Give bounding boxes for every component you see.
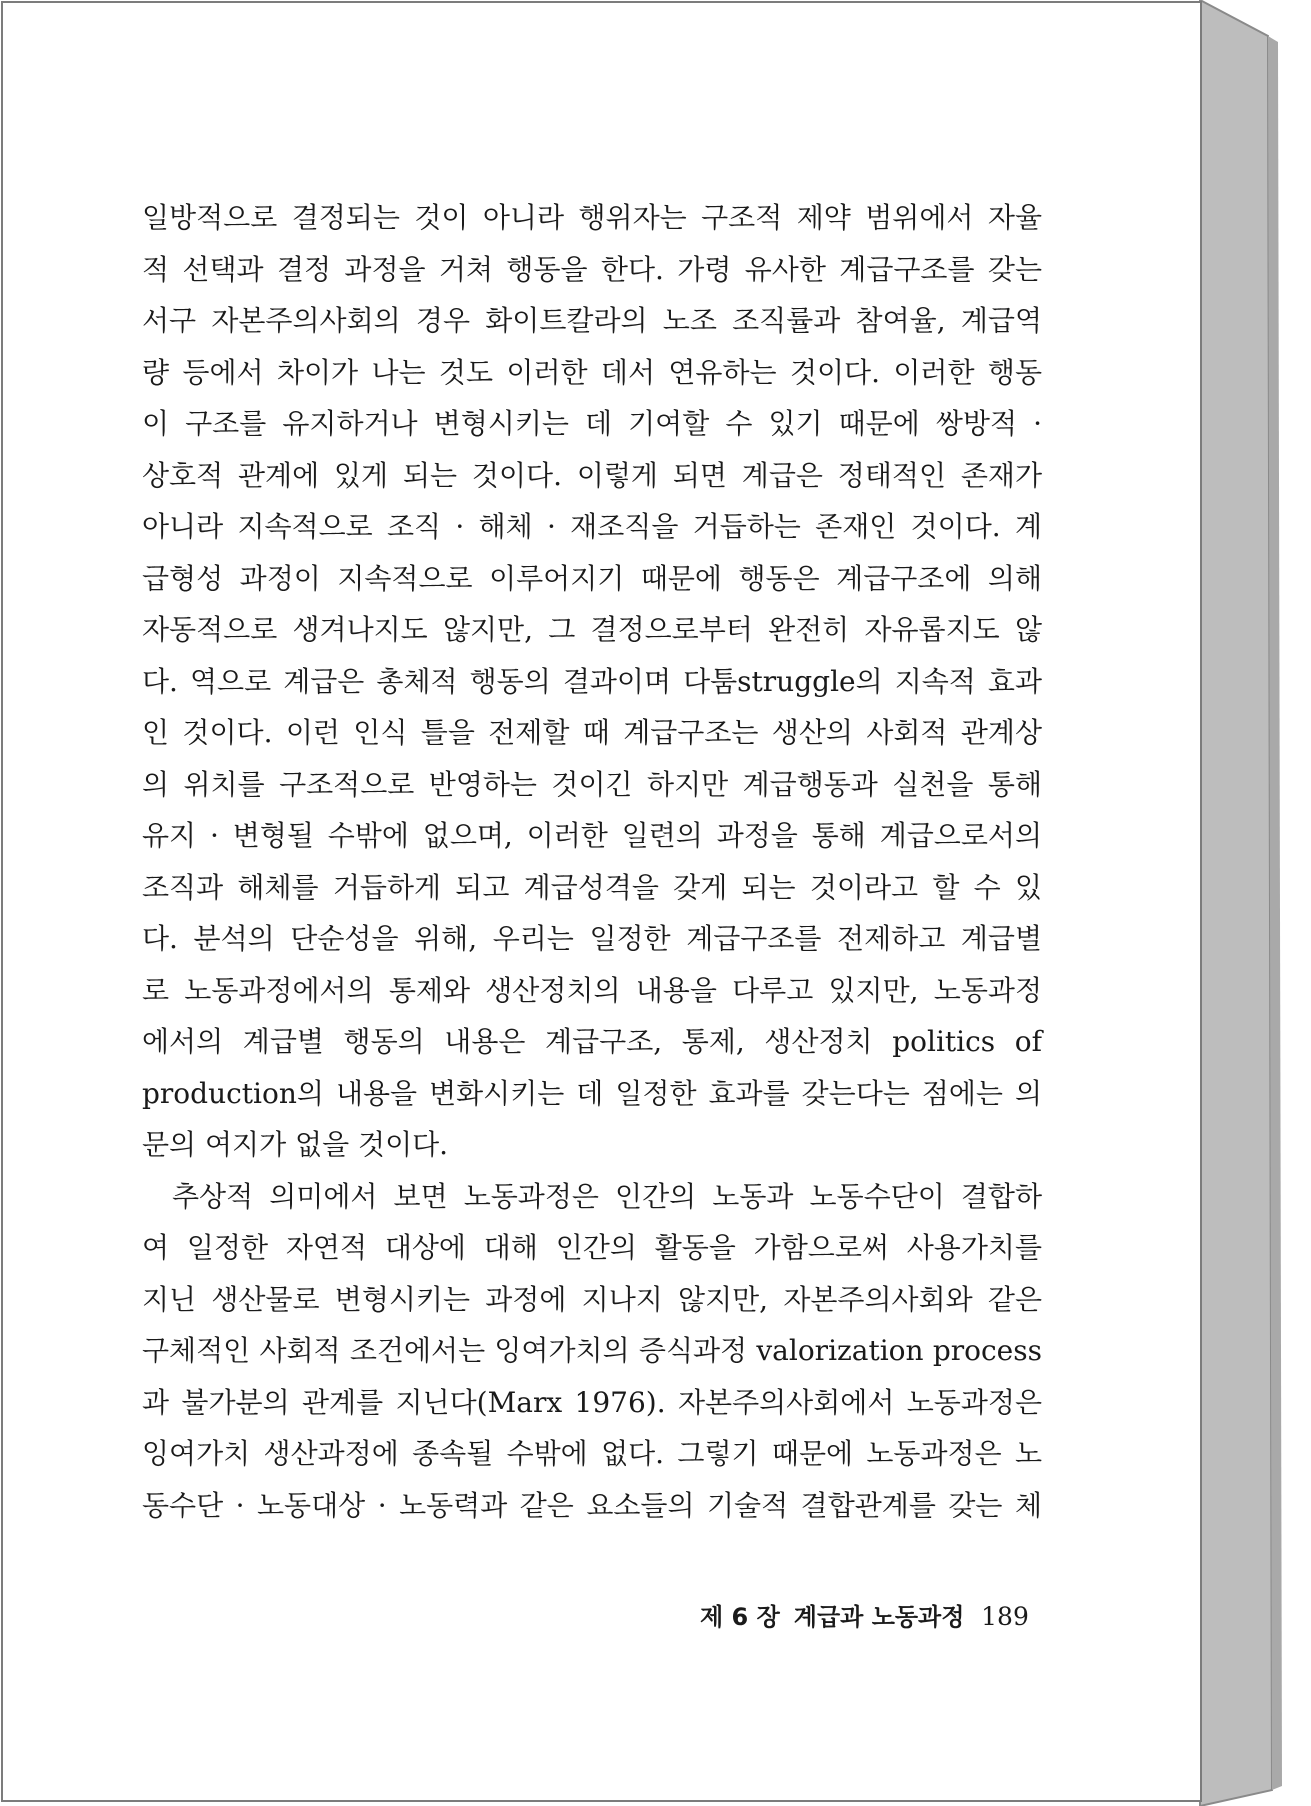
- text-line: 동수단 · 노동대상 · 노동력과 같은 요소들의 기술적 결합관계를 갖는 체: [142, 1488, 1042, 1522]
- text-line: 상호적 관계에 있게 되는 것이다. 이렇게 되면 계급은 정태적인 존재가: [142, 458, 1042, 492]
- text-line: 잉여가치 생산과정에 종속될 수밖에 없다. 그렇기 때문에 노동과정은 노: [142, 1437, 1042, 1470]
- text-line: 유지 · 변형될 수밖에 없으며, 이러한 일련의 과정을 통해 계급으로서의: [142, 819, 1042, 852]
- text-line: 이 구조를 유지하거나 변형시키는 데 기여할 수 있기 때문에 쌍방적 ·: [142, 407, 1042, 440]
- text-line: 인 것이다. 이런 인식 틀을 전제할 때 계급구조는 생산의 사회적 관계상: [142, 716, 1042, 749]
- text-line: 조직과 해체를 거듭하게 되고 계급성격을 갖게 되는 것이라고 할 수 있: [142, 870, 1042, 904]
- text-line: 다. 분석의 단순성을 위해, 우리는 일정한 계급구조를 전제하고 계급별: [142, 922, 1042, 955]
- text-line: 지닌 생산물로 변형시키는 과정에 지나지 않지만, 자본주의사회와 같은: [142, 1282, 1042, 1316]
- text-line: 의 위치를 구조적으로 반영하는 것이긴 하지만 계급행동과 실천을 통해: [142, 767, 1042, 801]
- text-line: production의 내용을 변화시키는 데 일정한 효과를 갖는다는 점에는 의: [142, 1076, 1042, 1110]
- body-text: [142, 192, 1042, 1531]
- paragraph-2: [142, 1171, 1042, 1532]
- text-line: 급형성 과정이 지속적으로 이루어지기 때문에 행동은 계급구조에 의해: [142, 561, 1042, 595]
- text-line: 여 일정한 자연적 대상에 대해 인간의 활동을 가함으로써 사용가치를: [142, 1231, 1042, 1264]
- text-line: 로 노동과정에서의 통제와 생산정치의 내용을 다루고 있지만, 노동과정: [142, 973, 1042, 1007]
- text-line: 서구 자본주의사회의 경우 화이트칼라의 노조 조직률과 참여율, 계급역: [142, 304, 1042, 337]
- text-line: 적 선택과 결정 과정을 거쳐 행동을 한다. 가령 유사한 계급구조를 갖는: [142, 252, 1042, 286]
- text-line: 일방적으로 결정되는 것이 아니라 행위자는 구조적 제약 범위에서 자율: [142, 201, 1042, 234]
- text-line: 구체적인 사회적 조건에서는 잉여가치의 증식과정 valorization process: [142, 1334, 1042, 1367]
- text-line: 다. 역으로 계급은 총체적 행동의 결과이며 다툼struggle의 지속적 효과: [142, 664, 1042, 698]
- text-line: 에서의 계급별 행동의 내용은 계급구조, 통제, 생산정치 politics of: [142, 1025, 1042, 1058]
- text-line: 아니라 지속적으로 조직 · 해체 · 재조직을 거듭하는 존재인 것이다. 계: [142, 510, 1042, 543]
- text-line: 량 등에서 차이가 나는 것도 이러한 데서 연유하는 것이다. 이러한 행동: [142, 355, 1042, 389]
- text-line: 문의 여지가 없을 것이다.: [142, 1128, 449, 1161]
- text-line: 자동적으로 생겨나지도 않지만, 그 결정으로부터 완전히 자유롭지도 않: [142, 613, 1042, 646]
- paragraph-1: [142, 192, 1042, 1171]
- running-footer: [700, 1597, 1029, 1637]
- footer-chapter: 제 6 장: [700, 1603, 780, 1631]
- page-number: 189: [981, 1602, 1029, 1631]
- text-line: 추상적 의미에서 보면 노동과정은 인간의 노동과 노동수단이 결합하: [172, 1179, 1042, 1213]
- footer-section-title: 계급과 노동과정: [793, 1603, 965, 1631]
- text-line: 과 불가분의 관계를 지닌다(Marx 1976). 자본주의사회에서 노동과정은: [142, 1385, 1042, 1419]
